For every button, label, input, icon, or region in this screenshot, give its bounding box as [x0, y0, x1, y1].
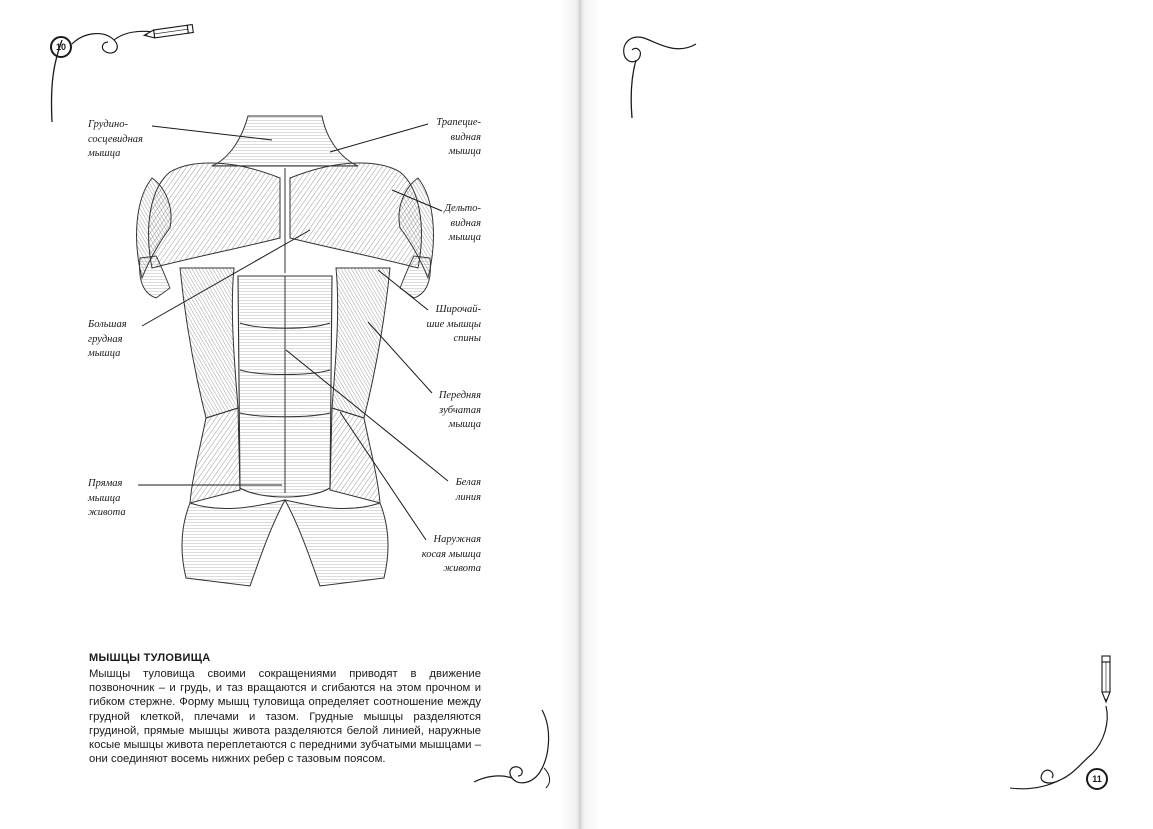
page-number-left: 10 — [50, 36, 72, 58]
label-linea-alba: Белая линия — [455, 477, 481, 503]
label-serratus-anterior: Передняя зубчатая мышца — [438, 390, 481, 430]
section-title: МЫШЦЫ ТУЛОВИЩА — [89, 652, 211, 664]
label-latissimus: Широчай- шие мышцы спины — [426, 304, 481, 344]
label-trapezius: Трапецие- видная мышца — [436, 117, 481, 157]
section-body: Мышцы туловища своими сокращениями приводят в движение позвоночник – и грудь, и таз вращаются и сгибаются на этом прочном и гибком стержне. Форму мышц туловища определяет соотношение между грудной клеткой, плечами и тазом. Грудные мышцы разделяются грудиной, прямые мышцы живота разделяются белой линией, наружные косые мышцы живота переплетаются с передними зубчатыми мышцами – они соединяют восемь нижних ребер с тазовым поясом. — [89, 668, 481, 766]
label-external-oblique: Наружная косая мышца живота — [421, 534, 481, 574]
label-deltoid: Дельто- видная мышца — [444, 203, 481, 243]
label-rectus-abdominis: Прямая мышца живота — [88, 478, 126, 518]
label-sternocleidomastoid: Грудино- сосцевидная мышца — [88, 119, 143, 159]
page-number-right: 11 — [1086, 768, 1108, 790]
label-pectoralis-major: Большая грудная мышца — [88, 319, 127, 359]
